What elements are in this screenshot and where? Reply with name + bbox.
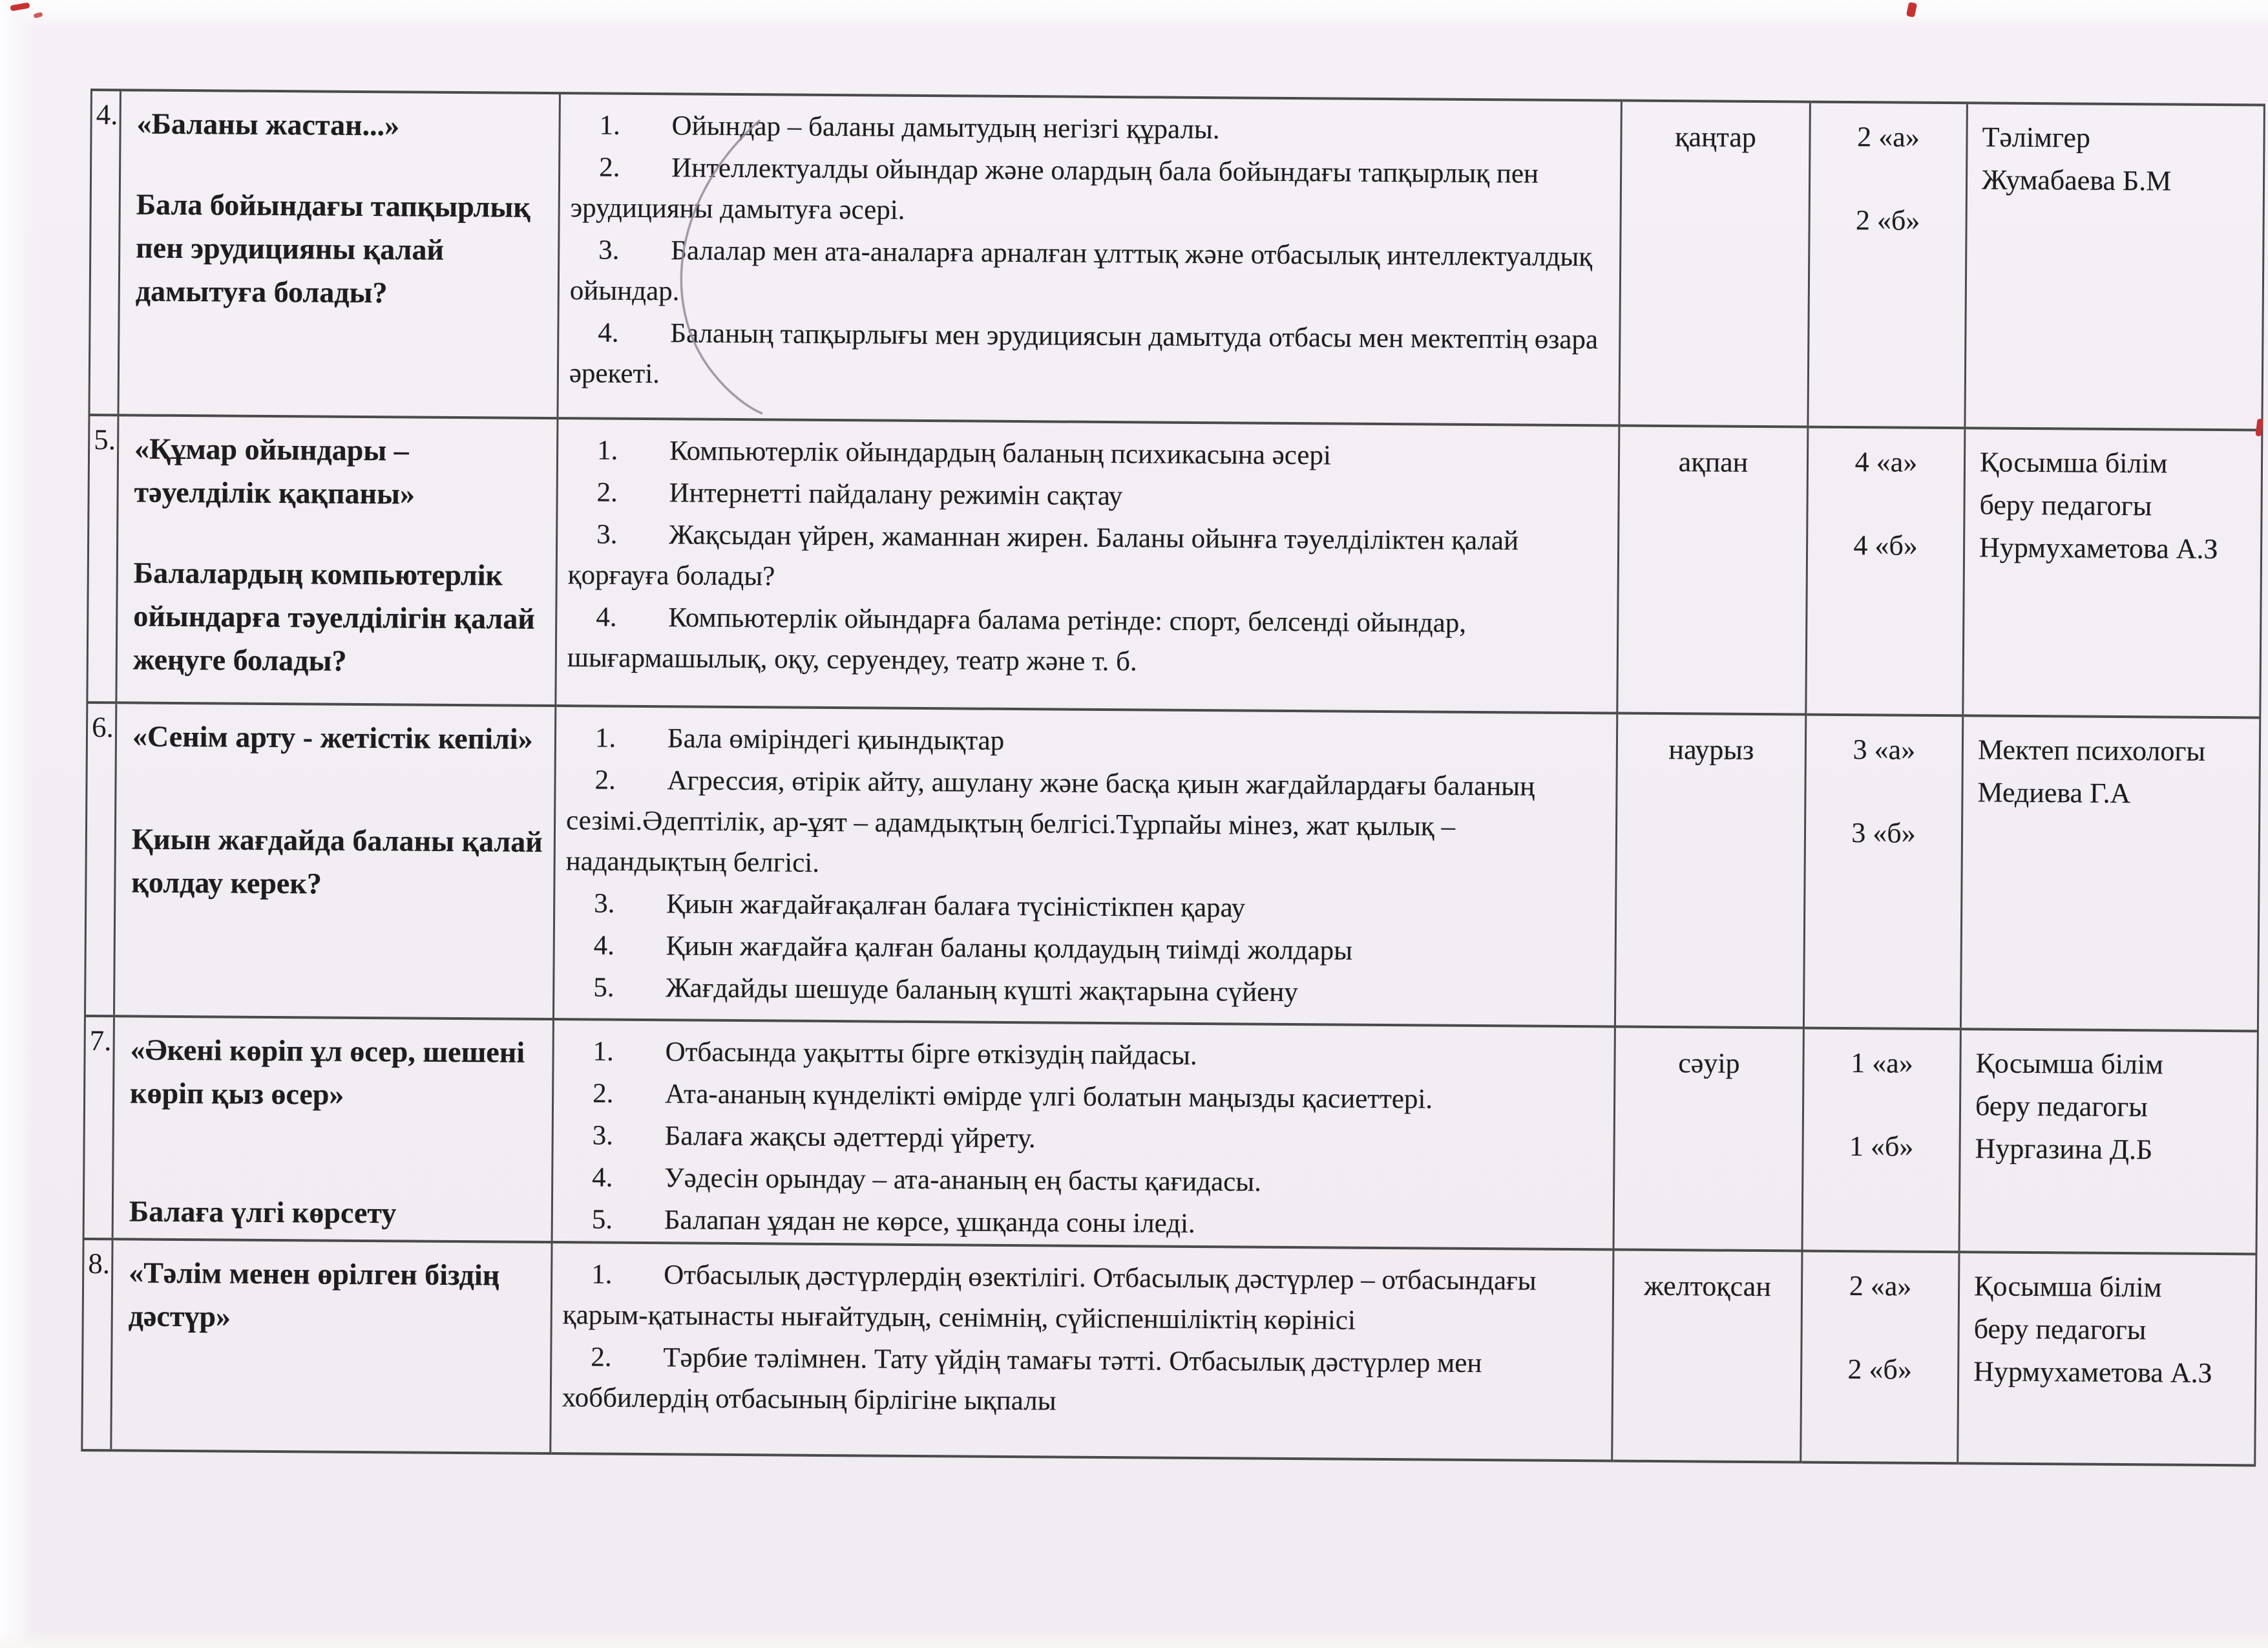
item-text: Компьютерлік ойындардың баланың психикасына әсері <box>669 436 1332 471</box>
item-text: Балалар мен ата-аналарға арналған ұлттық және отбасылық интеллектуалдық ойындар. <box>569 235 1593 307</box>
item-text: Отбасында уақытты бірге өткізудің пайдасы. <box>665 1037 1197 1071</box>
class-b: 4 «б» <box>1853 529 1918 562</box>
topic-cell <box>114 703 555 1019</box>
scanner-edge-bottom <box>0 1630 2268 1648</box>
agenda-item <box>565 967 1599 1015</box>
item-number: 4. <box>596 602 617 633</box>
row-number: 8. <box>82 1239 112 1450</box>
class-cell <box>1803 715 1962 1030</box>
item-number: 4. <box>598 317 619 348</box>
responsible-cell: Тәлімгер Жумабаева Б.М <box>1965 103 2265 430</box>
agenda-item <box>563 1157 1597 1205</box>
row-number: 7. <box>83 1016 114 1239</box>
item-number: 3. <box>594 888 615 919</box>
item-text: Жақсыдан үйрен, жаманнан жирен. Баланы ойынға тәуелділіктен қалай қорғауға болады? <box>567 520 1519 592</box>
agenda-item <box>568 514 1602 602</box>
topic-subtitle: Бала бойындағы тапқырлық пен эрудицияны қалай дамытуға болады? <box>135 187 531 310</box>
item-number: 1. <box>599 110 621 141</box>
item-text: Қиын жағдайға қалған баланы қолдаудың тиімді жолдары <box>666 931 1353 966</box>
class-b: 1 «б» <box>1849 1130 1914 1163</box>
item-number: 3. <box>598 235 620 266</box>
table-row <box>85 703 2260 1031</box>
month-cell: наурыз <box>1615 713 1805 1028</box>
responsible-cell: Мектеп психологы Медиева Г.А <box>1960 715 2260 1031</box>
table-row <box>89 90 2264 430</box>
topic-title: «Әкені көріп ұл өсер, шешені көріп қыз өсер» <box>129 1033 525 1111</box>
row-number: 6. <box>85 703 116 1016</box>
class-b: 2 «б» <box>1847 1353 1913 1386</box>
item-number: 2. <box>594 765 616 796</box>
class-a: 1 «а» <box>1851 1047 1913 1079</box>
class-b: 3 «б» <box>1851 817 1916 849</box>
item-number: 5. <box>591 1204 613 1235</box>
item-text: Балаға жақсы әдеттерді үйрету. <box>664 1121 1036 1154</box>
item-number: 2. <box>599 152 620 183</box>
class-cell <box>1801 1251 1959 1464</box>
item-text: Агрессия, өтірік айту, ашулану және басқа қиын жағдайлардағы баланың сезімі.Әдептілік, ар-ұят – адамдықтың белгісі.Тұрпайы мінез, жат қылық – надандықтың белгісі. <box>565 765 1535 878</box>
item-text: Уәдесін орындау – ата-ананың ең басты қағидасы. <box>664 1163 1262 1198</box>
item-number: 3. <box>592 1120 614 1151</box>
item-text: Ата-ананың күнделікті өмірде үлгі болатын маңызды қасиеттері. <box>664 1079 1433 1115</box>
item-text: Жағдайды шешуде баланың күшті жақтарына сүйену <box>666 973 1298 1008</box>
responsible-cell: Қосымша білім беру педагогы Нурмухаметова А.З <box>1963 428 2262 717</box>
agenda-item <box>571 147 1605 235</box>
item-text: Тәрбие тәлімнен. Тату үйдің тамағы тәтті. Отбасылық дәстүрлер мен хоббилердің отбасының бірлігіне ықпалы <box>562 1342 1482 1417</box>
item-text: Қиын жағдайғақалған балаға түсіністікпен қарау <box>666 889 1246 924</box>
item-number: 3. <box>596 519 618 550</box>
agenda-cell <box>556 418 1619 713</box>
class-a: 4 «а» <box>1854 446 1918 478</box>
agenda-item <box>565 883 1599 931</box>
item-number: 2. <box>591 1342 612 1373</box>
item-number: 1. <box>594 723 616 754</box>
item-text: Интеллектуалды ойындар және олардың бала бойындағы тапқырлық пен эрудицияны дамытуға әсері. <box>570 153 1539 226</box>
item-number: 2. <box>596 477 618 508</box>
agenda-item <box>564 1031 1598 1079</box>
month-cell: ақпан <box>1617 426 1808 715</box>
agenda-cell <box>558 93 1621 425</box>
event-plan-table <box>81 89 2265 1466</box>
topic-title: «Құмар ойындары – тәуелділік қақпаны» <box>134 432 415 511</box>
table-row <box>87 415 2262 717</box>
topic-cell <box>118 90 560 418</box>
class-b: 2 «б» <box>1855 204 1920 237</box>
item-number: 5. <box>593 972 614 1003</box>
agenda-item <box>567 717 1601 765</box>
agenda-item <box>565 925 1599 973</box>
class-cell <box>1806 427 1965 716</box>
item-text: Ойындар – баланы дамытудың негізгі құралы. <box>671 111 1220 145</box>
agenda-item <box>568 472 1602 520</box>
agenda-item <box>564 1073 1598 1121</box>
agenda-item <box>571 105 1604 153</box>
item-text: Балапан ұядан не көрсе, ұшқанда соны іледі. <box>664 1205 1195 1239</box>
agenda-item <box>569 430 1602 478</box>
class-cell <box>1808 102 1968 428</box>
scanner-edge-top <box>0 0 2268 27</box>
responsible-cell: Қосымша білім беру педагогы Нурмухаметова А.З <box>1958 1252 2256 1465</box>
table-row <box>83 1016 2258 1254</box>
topic-cell <box>116 415 558 706</box>
class-a: 3 «а» <box>1853 734 1916 766</box>
topic-cell <box>111 1239 552 1453</box>
agenda-item <box>570 229 1604 318</box>
item-number: 4. <box>592 1162 613 1193</box>
topic-subtitle: Балалардың компьютерлік ойындарға тәуелділігін қалай жеңуге болады? <box>132 556 535 677</box>
topic-title: «Сенім арту - жетістік кепілі» <box>132 719 533 755</box>
item-text: Бала өміріндегі қиындықтар <box>667 723 1005 756</box>
topic-title: «Баланы жастан...» <box>136 107 400 142</box>
topic-cell <box>112 1016 553 1242</box>
item-text: Баланың тапқырлығы мен эрудициясын дамытуда отбасы мен мектептің өзара әрекеті. <box>569 318 1599 390</box>
item-text: Интернетті пайдалану режимін сақтау <box>669 478 1123 512</box>
item-number: 4. <box>593 930 615 961</box>
agenda-item <box>569 312 1604 401</box>
item-text: Отбасылық дәстүрлердің өзектілігі. Отбасылық дәстүрлер – отбасындағы қарым-қатынасты нығайтудың, сенімнің, сүйіспеншіліктің көрінісі <box>562 1260 1537 1336</box>
class-a: 2 «а» <box>1849 1270 1912 1302</box>
topic-title: «Тәлім менен өрілген біздің дәстүр» <box>128 1256 500 1333</box>
agenda-item <box>563 1254 1597 1342</box>
agenda-cell <box>552 1019 1615 1249</box>
topic-subtitle: Балаға үлгі көрсету <box>129 1194 397 1230</box>
responsible-cell: Қосымша білім беру педагогы Нургазина Д.Б <box>1959 1029 2258 1254</box>
topic-subtitle: Қиын жағдайда баланы қалай қолдау керек? <box>131 822 543 900</box>
agenda-item <box>562 1336 1597 1425</box>
item-number: 1. <box>591 1259 613 1290</box>
row-number: 4. <box>89 90 121 415</box>
month-cell: қаңтар <box>1619 101 1811 427</box>
item-text: Компьютерлік ойындарға балама ретінде: спорт, белсенді ойындар, шығармашылық, оқу, серуендеу, театр және т. б. <box>567 602 1467 677</box>
agenda-cell <box>551 1242 1613 1461</box>
agenda-item <box>563 1115 1597 1163</box>
class-a: 2 «а» <box>1857 121 1920 153</box>
item-number: 1. <box>593 1036 614 1067</box>
item-number: 2. <box>592 1078 614 1109</box>
scanner-edge-left <box>0 0 34 1648</box>
agenda-item <box>563 1199 1597 1247</box>
month-cell: желтоқсан <box>1612 1249 1802 1462</box>
agenda-item <box>567 597 1602 685</box>
agenda-cell <box>553 706 1617 1026</box>
item-number: 1. <box>596 435 618 466</box>
month-cell: сәуір <box>1613 1027 1803 1251</box>
agenda-item <box>565 759 1600 889</box>
row-number: 5. <box>87 415 118 703</box>
table-row <box>82 1239 2256 1465</box>
class-cell <box>1802 1028 1960 1252</box>
